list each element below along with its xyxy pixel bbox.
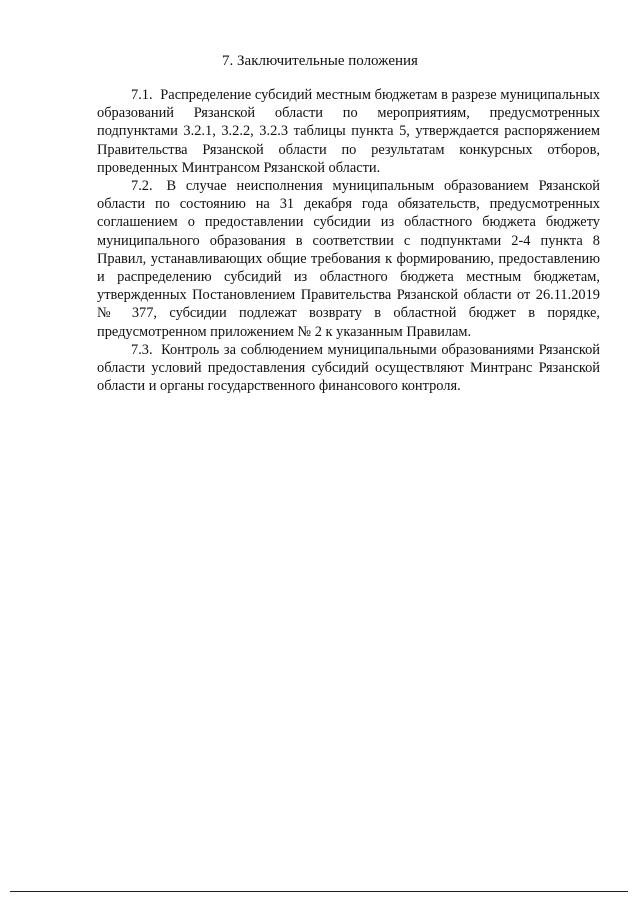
paragraph-number: 7.2. <box>131 178 153 195</box>
paragraph-number: 7.1. <box>131 87 153 103</box>
section-heading: 7. Заключительные положения <box>222 53 418 69</box>
section-body <box>97 86 600 395</box>
paragraph-7-3 <box>97 341 600 396</box>
paragraph-text: Распределение субсидий местным бюджетам в разрезе муниципальных образований Рязанской области по мероприятиям, предусмотренных подпунктами 3.2.1, 3.2.2, 3.2.3 таблицы пункта 5, утверждается распоряжением Правительства Рязанской области по результатам конкурсных отборов, проведенных Минтрансом Рязанской области. <box>97 87 600 176</box>
paragraph-text: Контроль за соблюдением муниципальными образованиями Рязанской области условий предоставления субсидий осуществляют Минтранс Рязанской области и органы государственного финансового контроля. <box>97 341 600 395</box>
paragraph-7-2 <box>97 177 600 341</box>
paragraph-number: 7.3. <box>131 341 153 358</box>
paragraph-text: В случае неисполнения муниципальным образованием Рязанской области по состоянию на 31 декабря года обязательств, предусмотренных соглашением о предоставлении субсидии из областного бюджета бюджету муниципального образования в соответствии с подпунктами 2-4 пункта 8 Правил, устанавливающих общие требования к формированию, предоставлению и распределению субсидий из областного бюджета местным бюджетам, утвержденных Постановлением Правительства Рязанской области от 26.11.2019 № 377, субсидии подлежат возврату в областной бюджет в порядке, предусмотренном приложением № 2 к указанным Правилам. <box>97 178 600 340</box>
bottom-rule <box>10 891 628 892</box>
paragraph-7-1 <box>97 86 600 177</box>
